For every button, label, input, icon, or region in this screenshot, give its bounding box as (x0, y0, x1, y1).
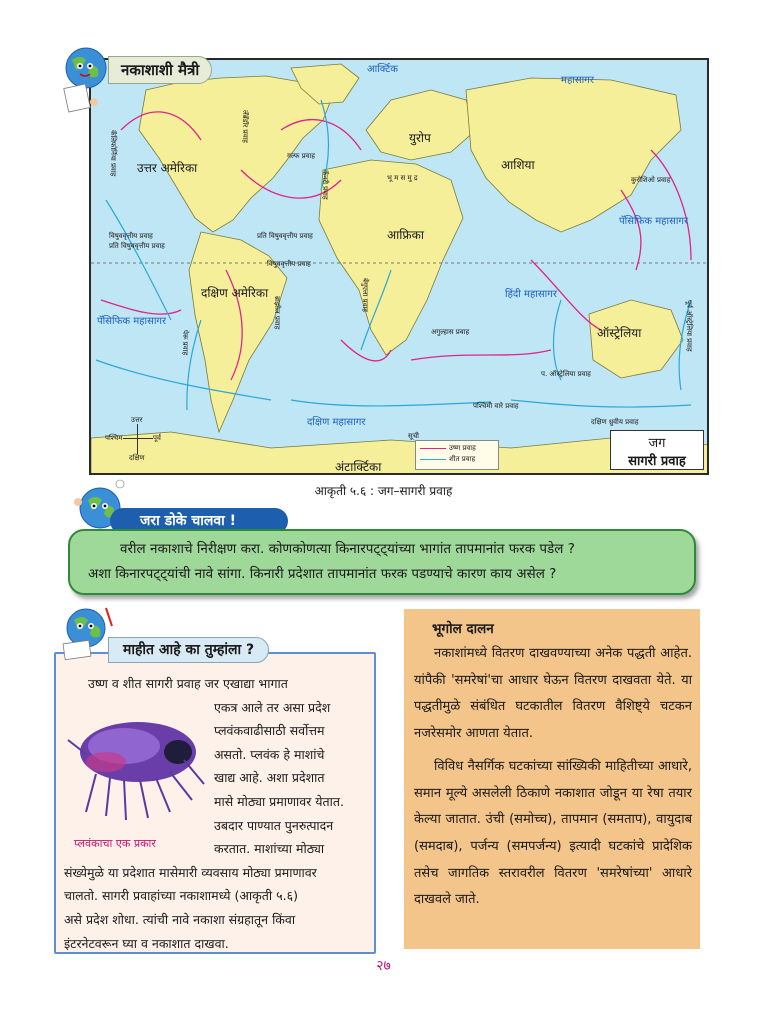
label-brazil-current: ब्राझील प्रवाह (273, 296, 281, 330)
label-s-equatorial-current: विषुववृत्तीय प्रवाह (267, 260, 311, 268)
think-question-box (68, 529, 696, 595)
map-caption: आकृती ५.६ : जग–सागरी प्रवाह (314, 484, 453, 498)
label-north-america: उत्तर अमेरिका (137, 161, 198, 175)
label-east-australia-current: पूर्व ऑस्ट्रेलिया प्रवाह (685, 300, 693, 352)
geo-paragraph-1: नकाशांमध्ये वितरण दाखवण्याच्या अनेक पद्धती आहेत. यांपैकी 'समरेषां'चा आधार घेऊन वितरण दाखवता येते. या पद्धतीमुळे संबंधित घटकातील वितरण वैशिष्ट्ये चटकन नजरेसमोर आणता येतात. (414, 646, 692, 742)
geo-paragraph-2: विविध नैसर्गिक घटकांच्या सांख्यिकी माहितीच्या आधारे, समान मूल्ये असलेली ठिकाणे नकाशात जोडून या रेषा तयार केल्या जातात. उंची (समोच्च), तापमान (समताप), वायुदाब (समदाब), पर्जन्य (समपर्जन्य) इत्यादी घटकांचे प्रादेशिक तसेच जागतिक स्तरावरील वितरण 'समरेषांच्या' आधारे दाखवले जाते. (414, 758, 692, 908)
label-indian-ocean: हिंदी महासागर (505, 289, 557, 300)
label-arctic: आर्क्टिक (367, 64, 398, 75)
map-legend (408, 432, 499, 470)
know-line: उष्ण व शीत सागरी प्रवाह जर एखाद्या भागात (88, 676, 288, 691)
label-california-current: कॅलिफोर्निया प्रवाह (109, 130, 117, 177)
label-asia: आशिया (501, 158, 535, 172)
know-line: एकत्र आले तर असा प्रदेश (214, 699, 331, 715)
label-canary-current: कॅनरी प्रवाह (321, 170, 329, 200)
legend-cold-swatch (420, 459, 446, 460)
label-kuroshio-current: कुरोशिओ प्रवाह (631, 176, 671, 184)
did-you-know-text (64, 672, 370, 955)
compass-west: पश्चिम (105, 434, 123, 442)
label-n-equatorial-current: विषुववृत्तीय प्रवाह (109, 232, 153, 240)
label-benguela-current: बेंगुएला प्रवाह (361, 278, 369, 312)
page-number: २७ (376, 958, 391, 974)
legend-warm-row (420, 443, 494, 454)
label-south-america: दक्षिण अमेरिका (201, 286, 269, 300)
know-line: उबदार पाण्यात पुनरुत्पादन (214, 817, 334, 833)
map-title-line2: सागरी प्रवाह (628, 454, 686, 469)
map-title-box (610, 430, 704, 470)
legend-warm-label: उष्ण प्रवाह (449, 444, 476, 452)
label-australia: ऑस्ट्रेलिया (597, 326, 642, 340)
know-line: मासे मोठ्या प्रमाणावर येतात. (214, 793, 345, 809)
label-antarctica: अंटार्क्टिका (335, 460, 382, 474)
know-line: संख्येमुळे या प्रदेशात मासेमारी व्यवसाय मोठ्या प्रमाणावर (64, 864, 317, 880)
world-ocean-currents-map (89, 58, 709, 475)
label-labrador-current: लॅब्रॅडॉर प्रवाह (241, 110, 249, 143)
geography-corridor-box (404, 609, 700, 949)
legend-cold-label: शीत प्रवाह (449, 455, 476, 463)
know-line: इंटरनेटवरून घ्या व नकाशात दाखवा. (64, 935, 229, 951)
map-graphic (91, 60, 709, 475)
know-line: प्लवंकवाढीसाठी सर्वोत्तम (214, 723, 325, 739)
know-line: चालतो. सागरी प्रवाहांच्या नकाशामध्ये (आकृती ५.६) (64, 888, 298, 904)
know-line: करतात. माशांच्या मोठ्या (214, 841, 325, 857)
label-pacific-west: पॅसिफिक महासागर (619, 216, 689, 227)
map-friendship-label: नकाशाशी मैत्री (108, 56, 212, 84)
legend-warm-swatch (420, 448, 446, 449)
label-gulf-stream: गल्फ प्रवाह (287, 152, 315, 160)
label-counter-equatorial-current: प्रति विषुववृत्तीय प्रवाह (109, 242, 165, 250)
know-line: असे प्रदेश शोधा. त्यांची नावे नकाशा संग्रहातून किंवा (64, 911, 296, 927)
asia-landmass (466, 78, 681, 232)
geo-heading: भूगोल दालन (432, 621, 494, 637)
label-west-wind-current: पश्चिमी वारे प्रवाह (473, 402, 519, 410)
know-line: असतो. प्लवंक हे माशांचे (214, 746, 325, 762)
europe-landmass (366, 90, 476, 160)
label-w-australia-current: प. ऑस्ट्रेलिया प्रवाह (541, 370, 591, 378)
label-pacific-east: पॅसिफिक महासागर (97, 316, 167, 327)
compass-south: दक्षिण (129, 454, 145, 462)
plankton-caption: प्लवंकाचा एक प्रकार (74, 837, 156, 850)
think-line-2: अशा किनारपट्ट्यांची नावे सांगा. किनारी प्रदेशात तापमानांत फरक पडण्याचे कारण काय असेल ? (88, 566, 557, 582)
know-line: खाद्य आहे. अशा प्रदेशात (214, 770, 325, 786)
africa-landmass (319, 160, 463, 355)
label-agulhas-current: अगुल्हास प्रवाह (431, 328, 470, 336)
label-europe: युरोप (409, 131, 431, 145)
label-southern-ocean: दक्षिण महासागर (307, 417, 366, 428)
label-africa: आफ्रिका (387, 228, 424, 242)
label-arctic-ocean-word: महासागर (561, 75, 594, 86)
compass-rose (105, 416, 163, 462)
label-south-polar-current: दक्षिण ध्रुवीय प्रवाह (591, 418, 639, 426)
compass-north: उत्तर (131, 416, 143, 424)
label-peru-current: पेरू प्रवाह (181, 330, 189, 356)
label-counter-current-atlantic: प्रति विषुववृत्तीय प्रवाह (257, 232, 313, 240)
compass-east: पूर्व (153, 434, 161, 442)
think-banner: जरा डोके चालवा ! (110, 508, 288, 534)
legend-title: सूची (408, 432, 419, 440)
map-title-line1: जग (648, 436, 666, 451)
think-line-1: वरील नकाशाचे निरीक्षण करा. कोणकोणत्या किनारपट्ट्यांच्या भागांत तापमानांत फरक पडेल ? (120, 541, 575, 557)
label-mediterranean: भू म स मु द्र (387, 174, 418, 182)
legend-cold-row (420, 454, 494, 465)
did-you-know-label: माहीत आहे का तुम्हांला ? (108, 637, 269, 663)
